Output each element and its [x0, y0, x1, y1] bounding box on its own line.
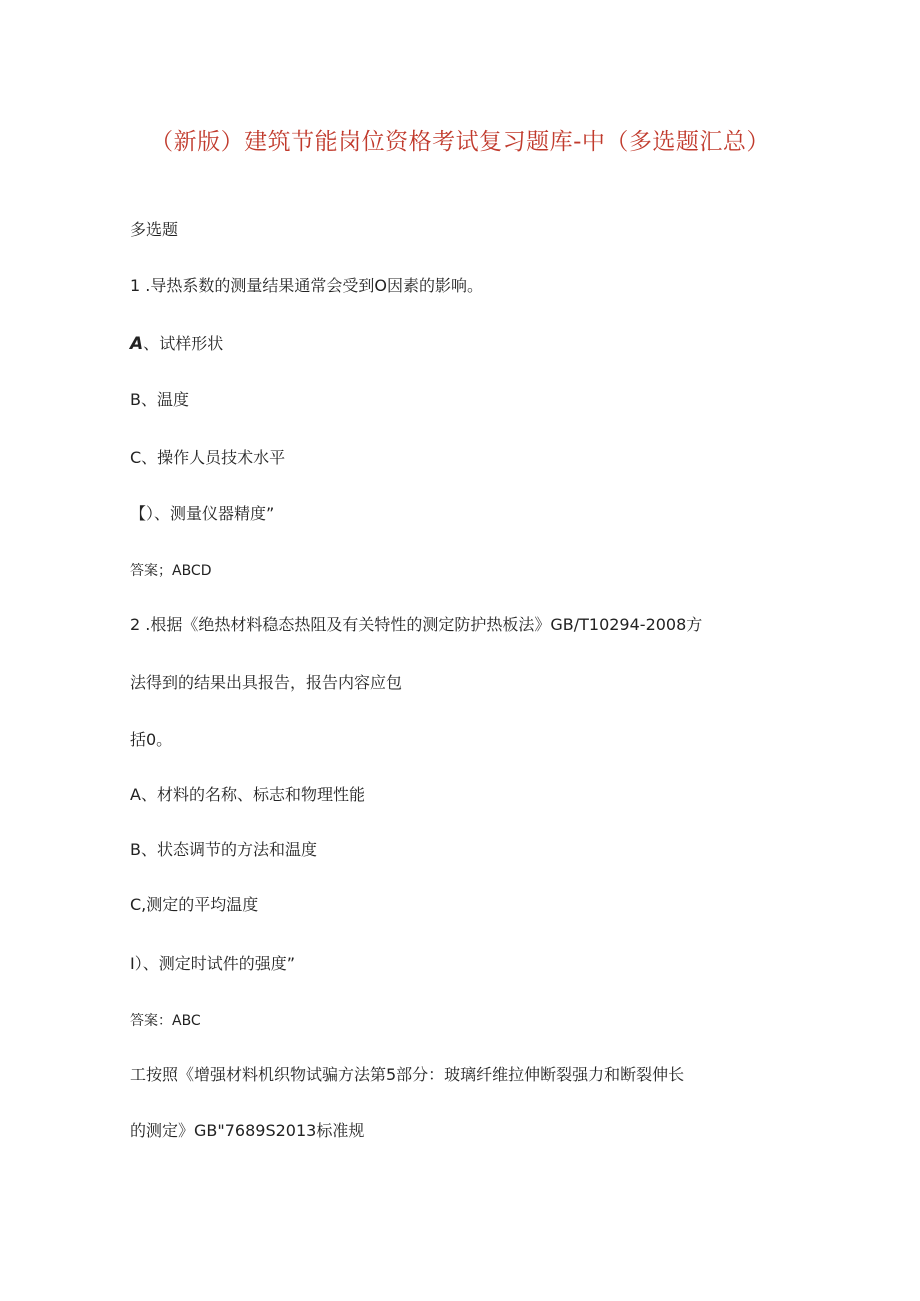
question-2-option-d: I）、测定时试件的强度” — [130, 954, 296, 973]
question-1-option-b: B、温度 — [130, 390, 189, 409]
question-3-stem-line-2: 的测定》GB"7689S2013标准规 — [130, 1121, 365, 1140]
question-1-option-d: 【）、测量仪器精度” — [130, 504, 275, 523]
question-1-option-a-separator: 、 — [143, 334, 160, 353]
question-2-option-b: B、状态调节的方法和温度 — [130, 840, 317, 859]
question-1-answer: 答案；ABCD — [130, 563, 212, 579]
question-1-option-c: C、操作人员技术水平 — [130, 448, 286, 467]
question-2-stem-line-3: 括0。 — [130, 730, 173, 749]
question-1-stem: 1 .导热系数的测量结果通常会受到O因素的影响。 — [130, 276, 483, 295]
question-2-answer: 答案：ABC — [130, 1013, 201, 1029]
question-1-option-a-letter: A — [130, 334, 144, 354]
question-2-stem-line-2: 法得到的结果出具报告，报告内容应包 — [130, 673, 403, 692]
question-2-stem-line-1: 2 .根据《绝热材料稳态热阻及有关特性的测定防护热板法》GB/T10294-2008方 — [130, 615, 703, 634]
section-heading: 多选题 — [130, 220, 179, 239]
question-1-option-a — [130, 332, 223, 356]
question-3-stem-line-1: 工按照《增强材料机织物试骗方法第5部分：玻璃纤维拉伸断裂强力和断裂伸长 — [130, 1065, 685, 1084]
question-1-option-a-text: 试样形状 — [159, 334, 224, 353]
question-2-option-a: A、材料的名称、标志和物理性能 — [130, 785, 365, 804]
document-title: （新版）建筑节能岗位资格考试复习题库-中（多选题汇总） — [150, 129, 770, 155]
question-2-option-c: C,测定的平均温度 — [130, 895, 259, 914]
